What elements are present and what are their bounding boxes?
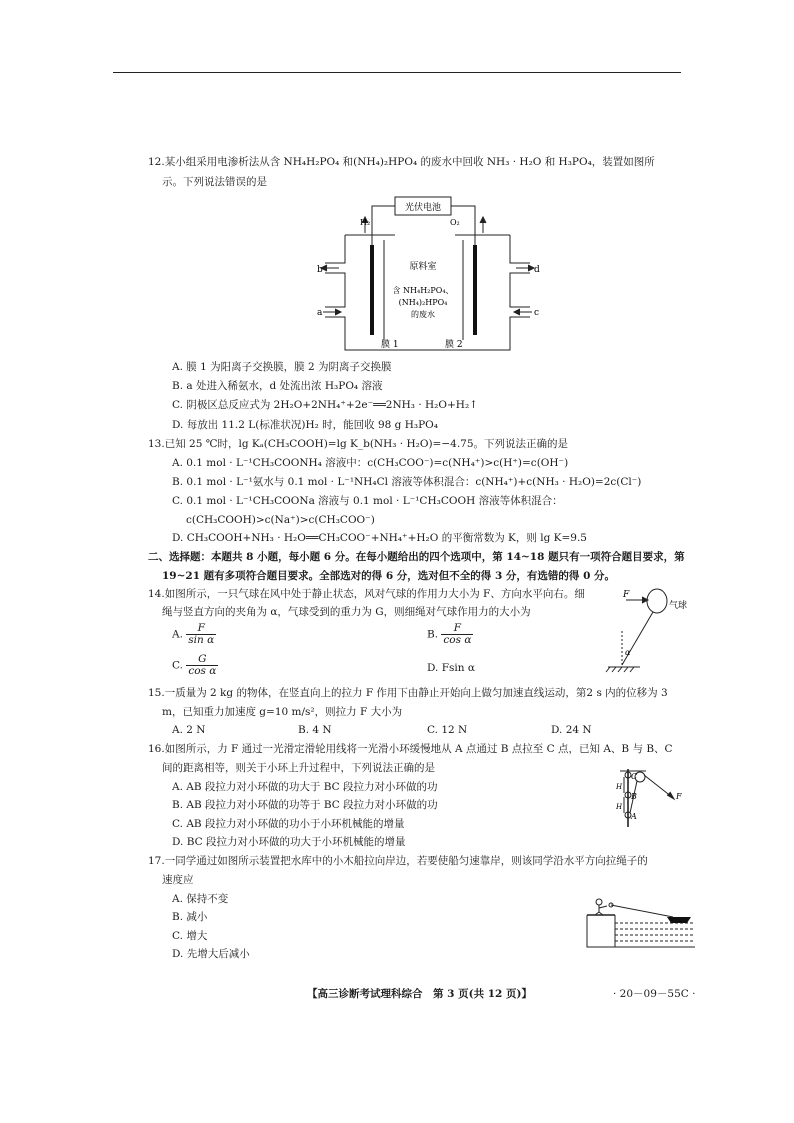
q16-stem-line1: 16.如图所示，力 F 通过一光滑定滑轮用线将一光滑小环缓慢地从 A 点通过 B 点拉至 C 点，已知 A、B 与 B、C [148,743,673,755]
angle-alpha-label: α [625,648,631,657]
balloon-diagram [600,585,695,675]
q15-option-c: C. 12 N [427,724,468,736]
q17-option-a: A. 保持不变 [172,893,229,905]
tether-rope [622,612,653,665]
q13-option-a: A. 0.1 mol · L⁻¹CH₃COONH₄ 溶液中：c(CH₃COO⁻)=c(NH₄⁺)>c(H⁺)=c(OH⁻) [172,457,569,469]
q16-option-a: A. AB 段拉力对小环做的功大于 BC 段拉力对小环做的功 [172,781,438,793]
inlet-a-label: a [317,308,323,318]
q15-stem-line2: m，已知重力加速度 g=10 m/s²，则拉力 F 大小为 [162,706,403,718]
wind-force-label: F [623,590,630,600]
point-b-label: B [631,792,637,801]
q16-option-d: D. BC 段拉力对小环做的功大于小环机械能的增量 [172,836,406,848]
q14-option-d: D. Fsin α [427,662,475,674]
q17-option-b: B. 减小 [172,911,208,923]
feed-text-3: 的废水 [411,310,435,319]
feed-room-label: 原料室 [409,262,437,272]
inlet-c-label: c [534,308,540,318]
point-a-label: A [631,812,637,821]
page-footer-title: 【高三诊断考试理科综合 第 3 页(共 12 页)】 [307,988,532,1000]
tow-rope [611,905,673,917]
section2-instruction-line2: 19~21 题有多项符合题目要求。全部选对的得 6 分，选对但不全的得 3 分，有选错的得 0 分。 [162,570,616,582]
q15-option-b: B. 4 N [298,724,332,736]
q14-option-c: C. $\frac{G}{\text{cos α}}$ [172,653,217,677]
height-h2-label: H [616,803,623,811]
q17-stem-line1: 17.一同学通过如图所示装置把水库中的小木船拉向岸边，若要使船匀速靠岸，则该同学沿水平方向拉绳子的 [148,855,648,867]
force-f-label: F [676,792,682,801]
pulley-ring-diagram [610,765,695,830]
q16-stem-line2: 间的距离相等，则关于小环上升过程中，下列说法正确的是 [162,762,435,774]
feed-text-1: 含 NH₄H₂PO₄、 [392,286,454,295]
q17-option-c: C. 增大 [172,930,208,942]
balloon-shape [647,589,667,613]
q16-option-c: C. AB 段拉力对小环做的功小于小环机械能的增量 [172,818,405,830]
q12-option-c: C. 阴极区总反应式为 2H₂O+2NH₄⁺+2e⁻══2NH₃ · H₂O+H₂↑ [172,399,478,411]
q12-stem-line2: 示。下列说法错误的是 [162,176,267,188]
boat-pull-diagram [585,895,700,950]
section2-instruction-line1: 二、选择题：本题共 8 小题，每小题 6 分。在每小题给出的四个选项中，第 14~18 题只有一项符合题目要求，第 [148,551,685,563]
q12-option-b: B. a 处进入稀氨水，d 处流出浓 H₃PO₄ 溶液 [172,380,383,392]
outlet-b-label: b [317,265,323,275]
q17-stem-line2: 速度应 [162,874,194,886]
feed-text-2: (NH₄)₂HPO₄ [398,298,448,307]
electrodialysis-diagram [315,195,540,355]
q15-option-d: D. 24 N [551,724,592,736]
wooden-boat [667,917,691,923]
q14-option-a: A. $\frac{F}{\text{sin α}}$ [172,622,215,646]
q16-option-b: B. AB 段拉力对小环做的功等于 BC 段拉力对小环做的功 [172,799,438,811]
q13-option-d: D. CH₃COOH+NH₃ · H₂O══CH₃COO⁻+NH₄⁺+H₂O 的平衡常数为 K，则 lg K=9.5 [172,532,587,544]
q14-stem-line1: 14.如图所示，一只气球在风中处于静止状态，风对气球的作用力大小为 F、方向水平向右。细 [148,588,585,600]
q14-option-b: B. $\frac{F}{\text{cos α}}$ [427,622,472,646]
o2-label: O₂ [450,218,460,227]
q17-option-d: D. 先增大后减小 [172,948,250,960]
height-h1-label: H [616,783,623,791]
h2-label: H₂ [360,218,371,227]
q13-option-c-line1: C. 0.1 mol · L⁻¹CH₃COONa 溶液与 0.1 mol · L⁻¹CH₃COOH 溶液等体积混合： [172,495,563,507]
q13-option-c-line2: c(CH₃COOH)>c(Na⁺)>c(CH₃COO⁻) [186,514,375,526]
q13-option-b: B. 0.1 mol · L⁻¹氨水与 0.1 mol · L⁻¹NH₄Cl 溶液等体积混合：c(NH₄⁺)+c(NH₃ · H₂O)=2c(Cl⁻) [172,476,642,488]
outlet-d-label: d [534,265,540,275]
q12-option-d: D. 每放出 11.2 L(标准状况)H₂ 时，能回收 98 g H₃PO₄ [172,419,438,431]
q15-option-a: A. 2 N [172,724,206,736]
q13-stem: 13.已知 25 ℃时，lg Kₐ(CH₃COOH)=lg K_b(NH₃ · H₂O)=−4.75。下列说法正确的是 [148,438,569,450]
q12-stem-line1: 12.某小组采用电渗析法从含 NH₄H₂PO₄ 和(NH₄)₂HPO₄ 的废水中回收 NH₃ · H₂O 和 H₃PO₄，装置如图所 [148,156,655,168]
q15-stem-line1: 15.一质量为 2 kg 的物体，在竖直向上的拉力 F 作用下由静止开始向上做匀加速直线运动，第2 s 内的位移为 3 [148,687,668,699]
balloon-label: 气球 [669,601,688,611]
q14-stem-line2: 绳与竖直方向的夹角为 α，气球受到的重力为 G，则细绳对气球作用力的大小为 [162,606,531,618]
membrane-1-label: 膜 1 [381,340,399,350]
point-c-label: C [631,772,638,781]
pv-cell-label: 光伏电池 [404,203,442,213]
header-rule [113,72,681,73]
page-footer-code: · 20－09－55C · [613,988,696,1000]
q12-option-a: A. 膜 1 为阳离子交换膜，膜 2 为阴离子交换膜 [172,361,392,373]
membrane-2-label: 膜 2 [445,340,463,350]
person-head [596,899,602,905]
